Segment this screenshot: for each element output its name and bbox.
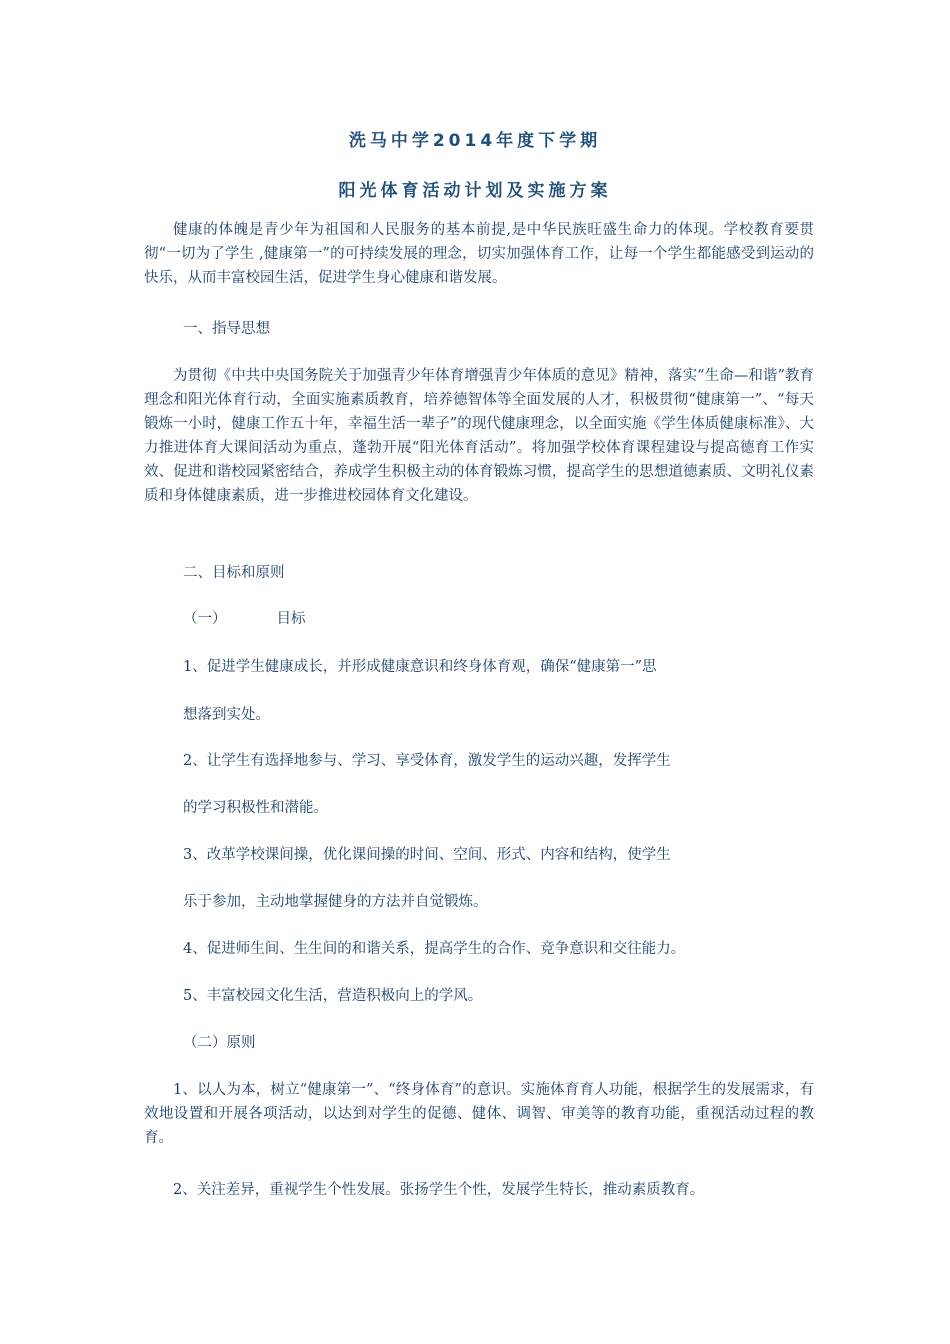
goal-item-1: 1、促进学生健康成长，并形成健康意识和终身体育观，确保“健康第一”思 xyxy=(183,659,657,675)
principle-item-2: 2、关注差异，重视学生个性发展。张扬学生个性，发展学生特长，推动素质教育。 xyxy=(173,1182,705,1198)
document-title: 洗马中学2014年度下学期 xyxy=(348,131,602,151)
goals-heading xyxy=(183,608,306,630)
section1-body: 为贯彻《中共中央国务院关于加强青少年体育增强青少年体质的意见》精神，落实“生命—和谐”教育理念和阳光体育行动，全面实施素质教育，培养德智体等全面发展的人才，积极贯彻“健康第一”、“每天锻炼一小时，健康工作五十年，幸福生活一辈子”的现代健康理念，以全面实施《学生体质健康标准》、大力推进体育大课间活动为重点，蓬勃开展“阳光体育活动”。将加强学校体育课程建设与提高德育工作实效、促进和谐校园紧密结合，养成学生积极主动的体育锻炼习惯，提高学生的思想道德素质、文明礼仪素质和身体健康素质，进一步推进校园体育文化建设。 xyxy=(144,368,814,504)
goal-item-3-cont: 乐于参加，主动地掌握健身的方法并自觉锻炼。 xyxy=(183,894,488,910)
intro-paragraph: 健康的体魄是青少年为祖国和人民服务的基本前提,是中华民族旺盛生命力的体现。学校教育要贯彻“一切为了学生 ,健康第一”的可持续发展的理念，切实加强体育工作，让每一个学生都能感受到运动的快乐，从而丰富校园生活，促进学生身心健康和谐发展。 xyxy=(144,222,814,286)
goals-title: 目标 xyxy=(276,611,306,627)
goal-item-4: 4、促进师生间、生生间的和谐关系，提高学生的合作、竞争意识和交往能力。 xyxy=(183,941,686,957)
goal-item-1-cont: 想落到实处。 xyxy=(183,707,270,723)
document-subtitle: 阳光体育活动计划及实施方案 xyxy=(338,181,612,201)
goals-label: （一） xyxy=(183,611,227,627)
principles-heading: （二）原则 xyxy=(183,1035,256,1051)
goal-item-5: 5、丰富校园文化生活，营造积极向上的学风。 xyxy=(183,988,483,1004)
goal-item-2-cont: 的学习积极性和潜能。 xyxy=(183,800,328,816)
goal-item-2: 2、让学生有选择地参与、学习、享受体育，激发学生的运动兴趣，发挥学生 xyxy=(183,753,671,769)
section2-heading: 二、目标和原则 xyxy=(183,565,285,581)
principle-item-1: 1、以人为本，树立“健康第一”、“终身体育”的意识。实施体育育人功能，根据学生的发展需求，有效地设置和开展各项活动，以达到对学生的促德、健体、调智、审美等的教育功能，重视活动过程的教育。 xyxy=(144,1082,814,1146)
section1-heading: 一、指导思想 xyxy=(183,321,270,337)
goal-item-3: 3、改革学校课间操，优化课间操的时间、空间、形式、内容和结构，使学生 xyxy=(183,847,671,863)
